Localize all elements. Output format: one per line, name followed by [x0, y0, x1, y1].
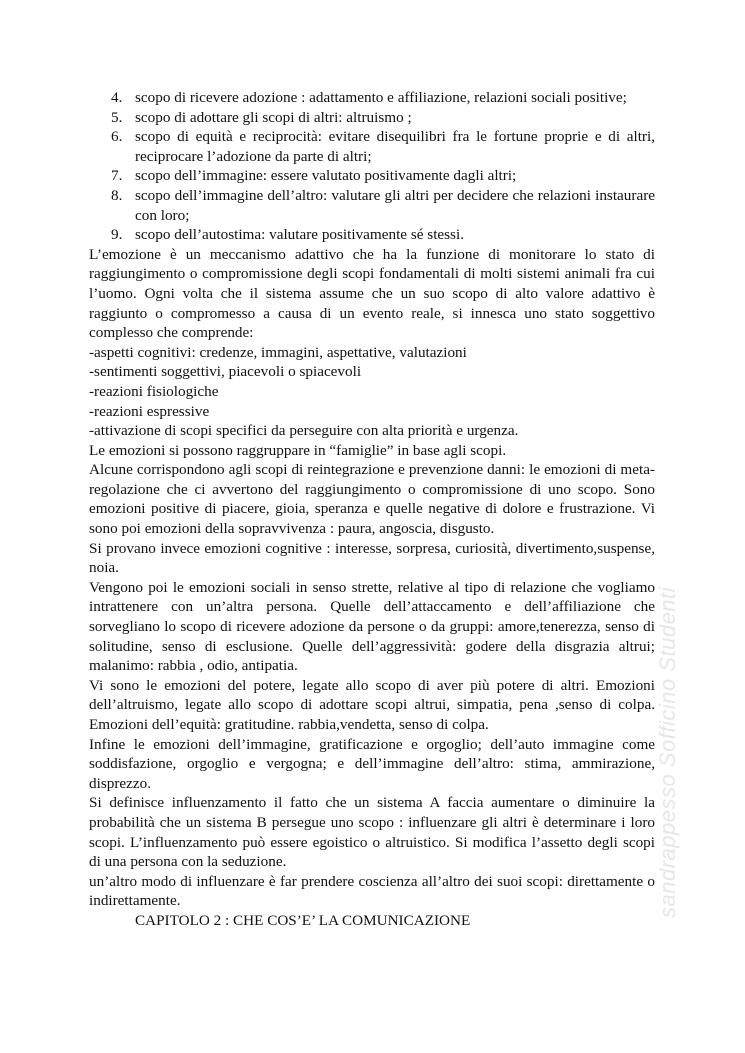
list-item-text: scopo di ricevere adozione : adattamento e affiliazione, relazioni sociali positive; — [135, 89, 627, 106]
list-item — [89, 166, 655, 186]
component-item: -sentimenti soggettivi, piacevoli o spiacevoli — [89, 363, 362, 381]
body-paragraph: Le emozioni si possono raggruppare in “famiglie” in base agli scopi. — [89, 441, 507, 459]
list-item-text: scopo di adottare gli scopi di altri: altruismo ; — [135, 108, 412, 126]
body-paragraph: Alcune corrispondono agli scopi di reintegrazione e prevenzione danni: le emozioni di meta-regolazione che ci avvertono del raggiungimento o compromissione di uno scopo. Sono emozioni positive di piacere, gioia, speranza e quelle negative di dolore e frustrazione. Vi sono poi emozioni della sopravvivenza : paura, angoscia, disgusto. — [89, 461, 655, 538]
list-item-number: 7. — [111, 167, 123, 185]
list-item — [89, 127, 655, 166]
watermark: sandrappesso Sofficino Studenti — [655, 586, 680, 918]
component-item: -reazioni espressive — [89, 402, 210, 420]
body-paragraph: un’altro modo di influenzare è far prendere coscienza all’altro dei suoi scopi: direttamente o indirettamente. — [89, 872, 655, 910]
list-item — [89, 186, 655, 225]
list-item — [89, 108, 655, 128]
body-paragraph: Vi sono le emozioni del potere, legate allo scopo di aver più potere di altri. Emozioni dell’altruismo, legate allo scopo di adottare scopi altrui, simpatia, pena ,senso di colpa. Emozioni dell’equità: gratitudine. rabbia,vendetta, senso di colpa. — [89, 676, 655, 733]
list-item-number: 4. — [111, 89, 123, 106]
list-item-text: scopo dell’immagine dell’altro: valutare gli altri per decidere che relazioni instaurare con loro; — [135, 186, 655, 224]
body-paragraph: Infine le emozioni dell’immagine, gratificazione e orgoglio; dell’auto immagine come soddisfazione, orgoglio e vergogna; e dell’immagine dell’altro: stima, ammirazione, disprezzo. — [89, 735, 655, 792]
component-item: -reazioni fisiologiche — [89, 382, 219, 400]
body-paragraph: Si definisce influenzamento il fatto che un sistema A faccia aumentare o diminuire la probabilità che un sistema B persegue uno scopo : influenzare gli altri è determinare i loro scopi. L’influenzamento può essere egoistico o altruistico. Si modifica l’assetto degli scopi di una persona con la seduzione. — [89, 794, 655, 871]
list-item-number: 9. — [111, 226, 123, 244]
list-item-number: 8. — [111, 186, 123, 204]
goals-list — [89, 88, 655, 245]
list-item-number: 5. — [111, 108, 123, 126]
list-item-text: scopo di equità e reciprocità: evitare disequilibri fra le fortune proprie e di altri, reciprocare l’adozione da parte di altri; — [135, 128, 655, 165]
document-page — [89, 88, 655, 931]
intro-paragraph: L’emozione è un meccanismo adattivo che ha la funzione di monitorare lo stato di raggiungimento o compromissione degli scopi fondamentali di molti sistemi animali fra cui l’uomo. Ogni volta che il sistema assume che un suo scopo di alto valore adattivo è raggiunto o compromesso a causa di un evento reale, si innesca uno stato soggettivo complesso che comprende: — [89, 245, 655, 342]
list-item — [89, 88, 655, 108]
chapter-heading: CAPITOLO 2 : CHE COS’E’ LA COMUNICAZIONE — [135, 911, 471, 929]
list-item-text: scopo dell’autostima: valutare positivamente sé stessi. — [135, 226, 464, 244]
component-item: -aspetti cognitivi: credenze, immagini, aspettative, valutazioni — [89, 343, 467, 361]
list-item-number: 6. — [111, 128, 123, 146]
component-item: -attivazione di scopi specifici da perseguire con alta priorità e urgenza. — [89, 422, 519, 440]
list-item — [89, 225, 655, 245]
list-item-text: scopo dell’immagine: essere valutato positivamente dagli altri; — [135, 167, 517, 185]
body-paragraph: Si provano invece emozioni cognitive : interesse, sorpresa, curiosità, divertimento,suspense, noia. — [89, 539, 655, 577]
body-paragraph: Vengono poi le emozioni sociali in senso strette, relative al tipo di relazione che vogliamo intrattenere con un’altra persona. Quelle dell’attaccamento e dell’affiliazione che sorvegliano lo scopo di ricevere adozione da persone o da gruppi: amore,tenerezza, senso di solitudine, senso di esclusione. Quelle dell’aggressività: godere della disgrazia altrui; malanimo: rabbia , odio, antipatia. — [89, 578, 655, 675]
